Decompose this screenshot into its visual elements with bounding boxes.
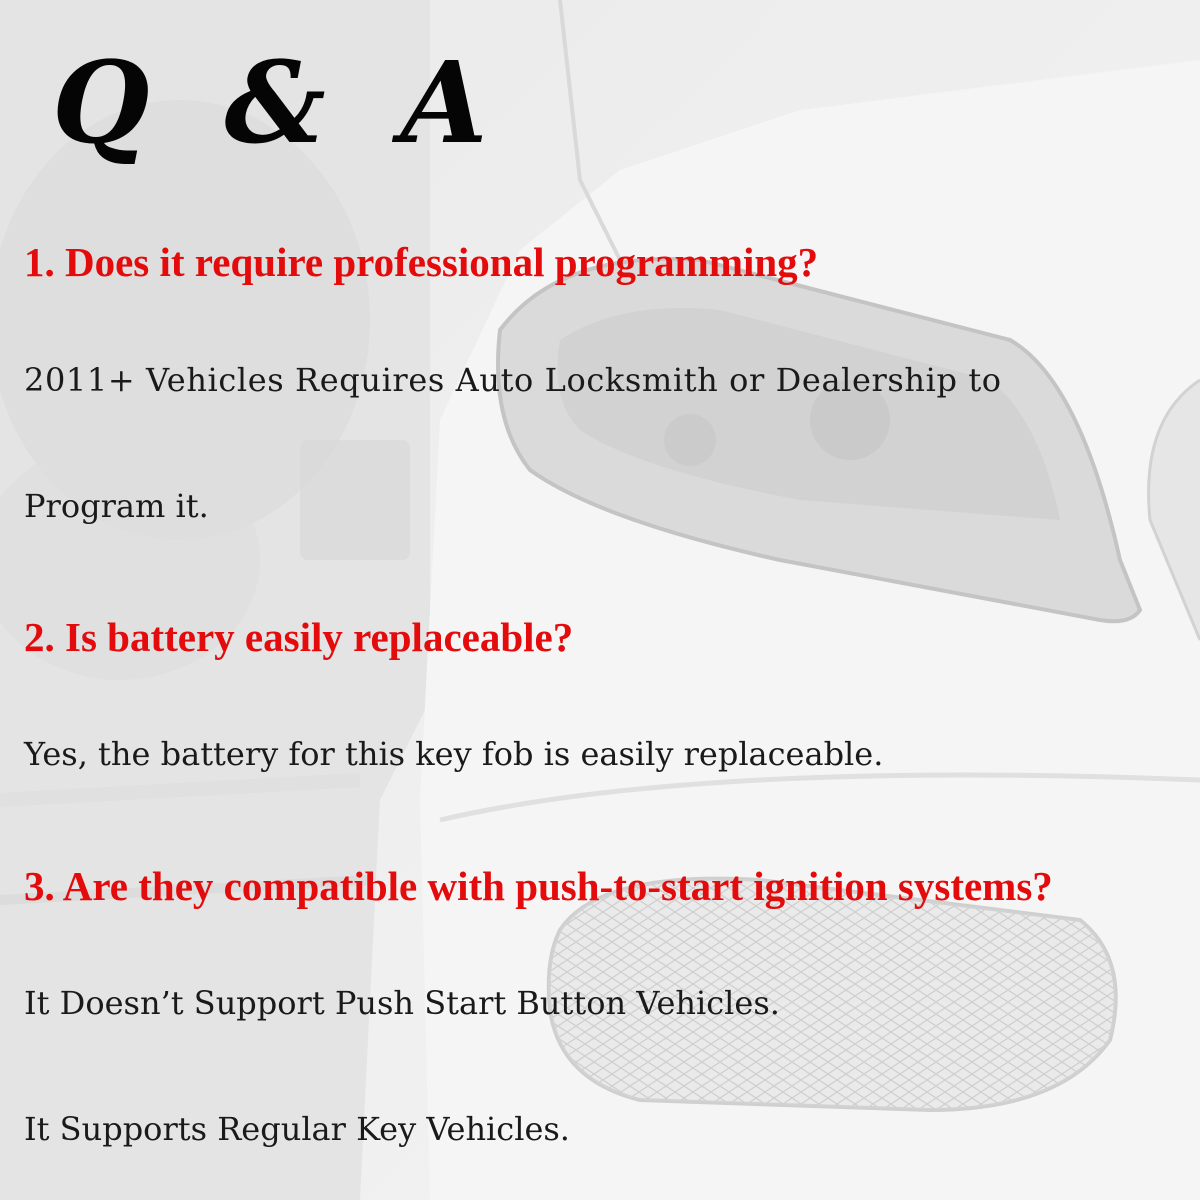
question-2: 2. Is battery easily replaceable?	[24, 614, 574, 660]
answer-1-line-1: 2011+ Vehicles Requires Auto Locksmith or Dealership to	[24, 361, 1002, 399]
answer-2-line-1: Yes, the battery for this key fob is easily replaceable.	[24, 735, 884, 773]
page-title: Q & A	[52, 38, 506, 169]
answer-3-line-2: It Supports Regular Key Vehicles.	[24, 1110, 570, 1148]
question-3: 3. Are they compatible with push-to-start ignition systems?	[24, 863, 1053, 909]
answer-1-line-2: Program it.	[24, 487, 209, 525]
answer-3-line-1: It Doesn’t Support Push Start Button Vehicles.	[24, 984, 780, 1022]
question-1: 1. Does it require professional programming?	[24, 239, 819, 285]
